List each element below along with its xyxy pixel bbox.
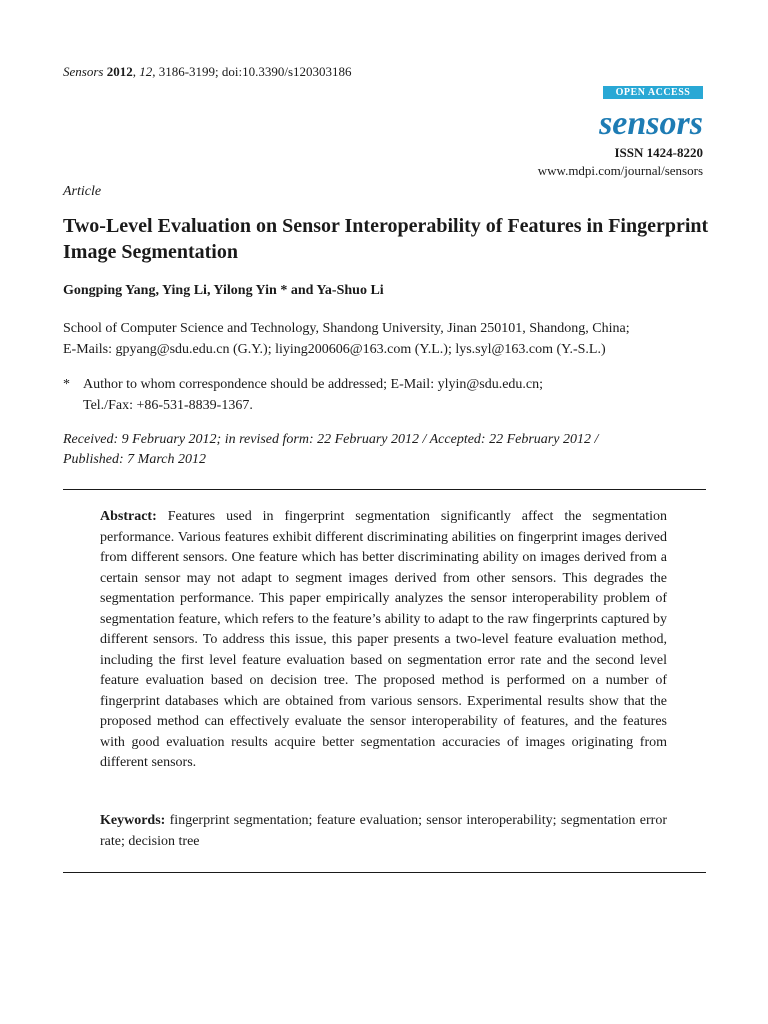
affiliation: School of Computer Science and Technology, Shandong University, Jinan 250101, Shandong, China; xyxy=(63,321,630,336)
citation-year: 2012 xyxy=(106,64,133,79)
abstract-block xyxy=(100,507,667,774)
publication-dates xyxy=(63,430,713,470)
paper-title: Two-Level Evaluation on Sensor Interoperability of Features in Fingerprint Image Segmentation xyxy=(63,215,709,263)
article-type: Article xyxy=(63,184,102,199)
bottom-divider xyxy=(63,872,706,873)
correspondence-note xyxy=(63,374,543,416)
dates-received-accepted: Received: 9 February 2012; in revised form: 22 February 2012 / Accepted: 22 February 2012 / xyxy=(63,432,599,447)
keywords-block xyxy=(100,811,667,852)
author-emails[interactable]: E-Mails: gpyang@sdu.edu.cn (G.Y.); liying200606@163.com (Y.L.); lys.syl@163.com (Y.-S.L.) xyxy=(63,342,606,357)
citation-pages-doi[interactable]: , 3186-3199; doi:10.3390/s120303186 xyxy=(152,64,352,79)
keywords-label: Keywords: xyxy=(100,813,166,828)
citation-volume: 12 xyxy=(139,64,153,79)
dates-published: Published: 7 March 2012 xyxy=(63,452,206,467)
abstract-text: Features used in fingerprint segmentation significantly affect the segmentation performance. Various features exhibit different discriminating abilities on fingerprint images derived from different sensors. One feature which has better discriminating ability on images derived from a certain sensor may not adapt to segment images derived from other sensors. This degrades the segmentation performance. This paper empirically analyzes the sensor interoperability problem of segmentation feature, which refers to the feature’s ability to adapt to the raw fingerprints captured by different sensors. To address this issue, this paper presents a two-level feature evaluation method, including the first level feature evaluation based on segmentation error rate and the second level feature evaluation based on decision tree. The proposed method is performed on a number of fingerprint databases which are obtained from various sensors. Experimental results show that the proposed method can effectively evaluate the sensor interoperability of features, and the features with good evaluation results acquire better segmentation accuracies of images originating from different sensors. xyxy=(100,509,667,770)
citation-journal: Sensors xyxy=(63,64,104,79)
top-divider xyxy=(63,489,706,490)
author-list: Gongping Yang, Ying Li, Yilong Yin * and Ya-Shuo Li xyxy=(63,283,384,298)
open-access-badge: OPEN ACCESS xyxy=(603,86,703,99)
citation-line: Sensors 2012, 12, 3186-3199; doi:10.3390/s120303186 xyxy=(63,64,352,79)
correspondence-phone: Tel./Fax: +86-531-8839-1367. xyxy=(83,398,253,413)
journal-logo: sensors xyxy=(599,105,703,142)
issn: ISSN 1424-8220 xyxy=(614,145,703,160)
journal-url-link[interactable]: www.mdpi.com/journal/sensors xyxy=(537,163,703,178)
affiliation-block xyxy=(63,318,713,360)
keywords-text: fingerprint segmentation; feature evaluation; sensor interoperability; segmentation error rate; decision tree xyxy=(100,813,668,849)
abstract-label: Abstract: xyxy=(100,509,157,524)
corresponding-asterisk: * xyxy=(63,377,70,392)
correspondence-line: Author to whom correspondence should be addressed; E-Mail: ylyin@sdu.edu.cn; xyxy=(83,377,544,392)
